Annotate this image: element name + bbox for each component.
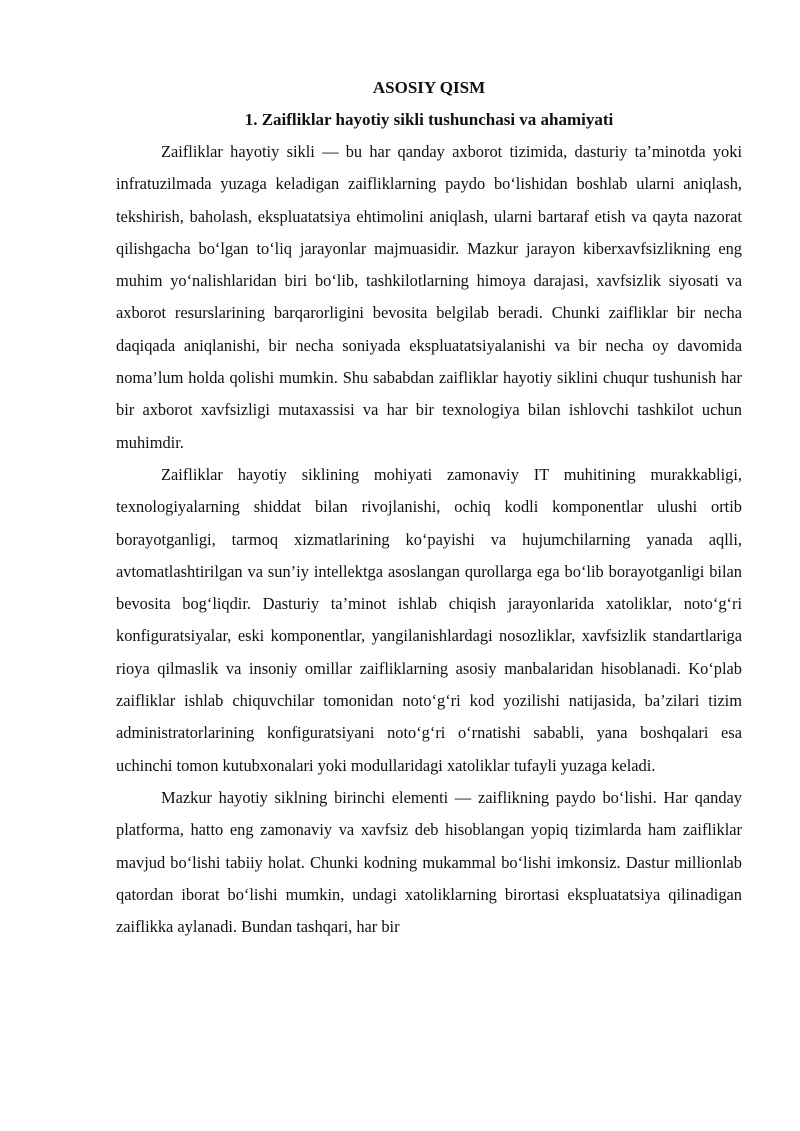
- paragraph-1: Zaifliklar hayotiy sikli — bu har qanday axborot tizimida, dasturiy ta’minotda yoki infratuzilmada yuzaga keladigan zaifliklarning paydo bo‘lishidan boshlab ularni aniqlash, tekshirish, baholash, ekspluatatsiya ehtimolini aniqlash, ularni bartaraf etish va qayta nazorat qilishgacha bo‘lgan to‘liq jarayonlar majmuasidir. Mazkur jarayon kiberxavfsizlikning eng muhim yo‘nalishlaridan biri bo‘lib, tashkilotlarning himoya darajasi, xavfsizlik siyosati va axborot resurslarining barqarorligini bevosita belgilab beradi. Chunki zaifliklar bir necha daqiqada aniqlanishi, bir necha soniyada ekspluatatsiyalanishi va bir necha oy davomida noma’lum holda qolishi mumkin. Shu sababdan zaifliklar hayotiy siklini chuqur tushunish har bir axborot xavfsizligi mutaxassisi va har bir texnologiya bilan ishlovchi tashkilot uchun muhimdir.: [116, 142, 742, 452]
- paragraph-3: Mazkur hayotiy siklning birinchi elementi — zaiflikning paydo bo‘lishi. Har qanday platforma, hatto eng zamonaviy va xavfsiz deb hisoblangan yopiq tizimlarda ham zaifliklar mavjud bo‘lishi tabiiy holat. Chunki kodning mukammal bo‘lishi imkonsiz. Dastur millionlab qatordan iborat bo‘lishi mumkin, undagi xatoliklarning birortasi ekspluatatsiya qilinadigan zaiflikka aylanadi. Bundan tashqari, har bir: [116, 787, 742, 937]
- section-title: 1. Zaifliklar hayotiy sikli tushunchasi va ahamiyati: [244, 110, 614, 129]
- part-title: ASOSIY QISM: [372, 78, 486, 97]
- page-content: [116, 72, 742, 943]
- paragraph-2: Zaifliklar hayotiy siklining mohiyati zamonaviy IT muhitining murakkabligi, texnologiyalarning shiddat bilan rivojlanishi, ochiq kodli komponentlar ulushi ortib borayotganligi, tarmoq xizmatlarining ko‘payishi va hujumchilarning yanada aqlli, avtomatlashtirilgan va sun’iy intellektga asoslangan qurollarga ega bo‘lib borayotganligi bilan bevosita bog‘liqdir. Dasturiy ta’minot ishlab chiqish jarayonlarida xatoliklar, noto‘g‘ri konfiguratsiyalar, eski komponentlar, yangilanishlardagi nosozliklar, xavfsizlik standartlariga rioya qilmaslik va insoniy omillar zaifliklarning asosiy manbalaridan hisoblanadi. Ko‘plab zaifliklar ishlab chiquvchilar tomonidan noto‘g‘ri kod yozilishi natijasida, ba’zilari tizim administratorlarining konfiguratsiyani noto‘g‘ri o‘rnatishi sababli, yana boshqalari esa uchinchi tomon kutubxonalari yoki modullaridagi xatoliklar tufayli yuzaga keladi.: [116, 464, 742, 775]
